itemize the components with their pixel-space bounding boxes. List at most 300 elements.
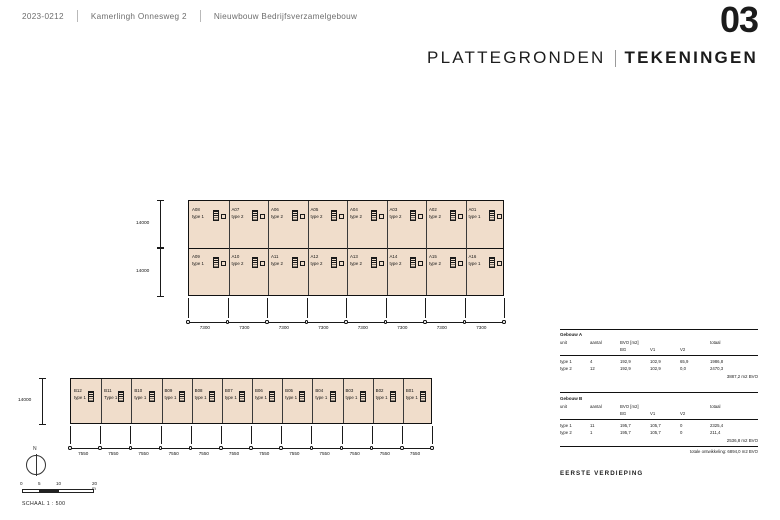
building-b-party-wall — [222, 379, 223, 423]
door-symbol — [260, 261, 265, 266]
table-row — [560, 429, 758, 437]
unit-type: type 2 — [429, 260, 441, 266]
table-row-cell: 105,7 — [650, 422, 661, 428]
table-row-cell: 195,7 — [620, 430, 631, 436]
door-symbol — [458, 261, 463, 266]
stair-symbol — [371, 210, 377, 221]
unit-label — [311, 207, 323, 221]
sheet-header — [0, 0, 780, 84]
building-a-depth-top-line — [160, 200, 161, 247]
building-b-party-wall — [131, 379, 132, 423]
unit-label — [232, 254, 244, 268]
sheet-title-left: PLATTEGRONDEN — [427, 48, 606, 67]
grid-node — [265, 320, 268, 323]
grid-line — [372, 426, 373, 444]
grid-line — [251, 426, 252, 444]
table-row-cell: type 2 — [560, 430, 572, 436]
unit-code: A06 — [271, 207, 279, 212]
building-a-party-wall — [347, 201, 348, 295]
bay-dimension-label: 7550 — [138, 451, 149, 456]
unit-label — [271, 254, 283, 268]
door-symbol — [497, 261, 502, 266]
table-subheader-row-cell — [710, 410, 750, 418]
scale-caption: SCHAAL 1 : 500 — [22, 501, 66, 507]
stair-symbol — [330, 391, 336, 402]
stair-symbol — [179, 391, 185, 402]
unit-label — [406, 388, 418, 402]
table-row-cell: 211,4 — [710, 430, 721, 436]
building-a-depth-bottom-line — [160, 248, 161, 296]
stair-symbol — [331, 257, 337, 268]
table-header-row-cell — [650, 403, 680, 411]
bay-dimension-label: 7550 — [198, 451, 209, 456]
table-rule-top — [560, 392, 758, 393]
grid-node — [423, 320, 426, 323]
unit-type: type 1 — [74, 394, 86, 400]
unit-type: type 2 — [310, 260, 323, 266]
stair-symbol — [213, 257, 219, 268]
building-b-party-wall — [162, 379, 163, 423]
building-a-depth-top-tick — [157, 200, 164, 201]
door-symbol — [379, 214, 384, 219]
door-symbol — [300, 261, 305, 266]
building-a-party-wall — [308, 201, 309, 295]
building-b-party-wall — [312, 379, 313, 423]
grid-node — [249, 446, 252, 449]
table-subtotal: 2536,8 m2 BVO — [726, 437, 758, 443]
scale-tick-label: 20 m — [92, 481, 98, 491]
building-a-party-wall — [268, 201, 269, 295]
door-symbol — [300, 214, 305, 219]
table-row-cell: 192,9 — [620, 366, 631, 372]
table-row-cell: 1986,8 — [710, 358, 724, 364]
stair-symbol — [450, 210, 456, 221]
stair-symbol — [450, 257, 456, 268]
table-spacer — [560, 381, 758, 391]
grid-node — [226, 320, 229, 323]
unit-label — [255, 388, 267, 402]
table-row-cell: 102,9 — [650, 358, 661, 364]
scale-tick-label: 0 — [20, 481, 23, 486]
stair-symbol — [489, 210, 495, 221]
unit-code: B12 — [74, 388, 82, 393]
building-b-party-wall — [101, 379, 102, 423]
unit-code: A01 — [468, 207, 477, 212]
grid-node — [400, 446, 403, 449]
door-symbol — [260, 214, 265, 219]
building-a-depth-top-text: 14000 — [136, 220, 150, 226]
unit-type: type 2 — [231, 213, 244, 219]
table-header-row-cell — [650, 339, 680, 347]
grid-line — [130, 426, 131, 444]
bay-dimension-label: 7550 — [379, 451, 390, 456]
bay-dimension-label: 7300 — [239, 325, 250, 330]
table-subheader-row-cell — [710, 346, 750, 354]
unit-type: type 1 — [224, 394, 237, 400]
unit-code: A14 — [389, 254, 398, 259]
grid-line — [228, 298, 229, 318]
bay-dimension-label: 7550 — [259, 451, 270, 456]
unit-code: B02 — [375, 388, 384, 393]
breadcrumb — [22, 10, 357, 22]
table-subheader-row-cell: V1 — [650, 411, 656, 417]
table-header-row — [560, 403, 758, 411]
unit-label — [134, 388, 146, 402]
table-row-cell: 2470,3 — [710, 366, 724, 372]
table-row-cell: type 2 — [560, 366, 572, 372]
table-row-cell: 192,9 — [620, 358, 631, 364]
grid-node — [384, 320, 387, 323]
grid-node — [98, 446, 101, 449]
grid-node — [219, 446, 222, 449]
scale-bar — [20, 481, 98, 507]
stair-symbol — [292, 257, 298, 268]
unit-code: B08 — [194, 388, 203, 393]
breadcrumb-project-number: 2023-0212 — [22, 11, 64, 21]
stair-symbol — [149, 391, 155, 402]
door-symbol — [221, 261, 226, 266]
grid-node — [279, 446, 282, 449]
unit-label — [390, 254, 402, 268]
building-a-depth-bottom-tick — [157, 296, 164, 297]
stair-symbol — [292, 210, 298, 221]
door-symbol — [458, 214, 463, 219]
table-subheader-row-cell — [590, 410, 620, 418]
sheet-title — [427, 48, 758, 68]
unit-code: B10 — [134, 388, 143, 393]
table-header-row-cell — [680, 339, 710, 347]
grid-line — [70, 426, 71, 444]
grid-line — [465, 298, 466, 318]
unit-label — [192, 207, 204, 221]
table-row-cell: 0,0 — [680, 366, 686, 372]
unit-label — [74, 388, 86, 402]
bay-dimension-label: 7300 — [397, 325, 408, 330]
table-row-cell: 1 — [590, 430, 593, 436]
stair-symbol — [252, 257, 258, 268]
table-subheader-row-cell — [560, 410, 590, 418]
grid-line — [346, 298, 347, 318]
unit-type: type 1 — [192, 260, 204, 266]
table-subheader-row-cell — [590, 346, 620, 354]
stair-symbol — [360, 391, 366, 402]
building-b-depth-tick — [39, 378, 46, 379]
grid-line — [221, 426, 222, 444]
table-header-row-cell: aantal — [590, 403, 602, 409]
unit-type: type 2 — [389, 213, 402, 219]
breadcrumb-divider-1 — [77, 10, 78, 22]
north-arrow-needle — [36, 454, 37, 476]
bay-dimension-label: 7300 — [278, 325, 289, 330]
unit-type: type 1 — [405, 394, 418, 400]
unit-label — [390, 207, 402, 221]
table-rule-top — [560, 329, 758, 330]
stair-symbol — [88, 391, 94, 402]
building-b-depth-line — [42, 378, 43, 424]
building-a-party-wall — [229, 201, 230, 295]
stair-symbol — [118, 391, 124, 402]
unit-code: B09 — [164, 388, 173, 393]
stair-symbol — [239, 391, 245, 402]
floorplan-building-a — [136, 200, 504, 330]
grid-node — [310, 446, 313, 449]
unit-label — [429, 207, 441, 221]
door-symbol — [221, 214, 226, 219]
stair-symbol — [209, 391, 215, 402]
table-header-row-cell — [680, 403, 710, 411]
grid-line — [504, 298, 505, 318]
grid-line — [191, 426, 192, 444]
bay-dimension-label: 7300 — [436, 325, 447, 330]
grid-line — [386, 298, 387, 318]
unit-type: type 2 — [429, 213, 441, 219]
bay-dimension-label: 7550 — [78, 451, 89, 456]
unit-type: type 1 — [194, 394, 207, 400]
building-b-depth-label: 14000 — [18, 398, 32, 403]
bay-dimension-label: 7550 — [349, 451, 360, 456]
unit-type: type 2 — [310, 213, 323, 219]
grid-line — [307, 298, 308, 318]
unit-code: A03 — [389, 207, 398, 212]
building-b-party-wall — [282, 379, 283, 423]
unit-label — [232, 207, 244, 221]
stair-symbol — [410, 210, 416, 221]
unit-type: type 2 — [271, 213, 283, 219]
unit-label — [346, 388, 358, 402]
grid-node — [186, 320, 189, 323]
table-subheader-row — [560, 410, 758, 418]
door-symbol — [379, 261, 384, 266]
table-row-cell: 105,7 — [650, 430, 661, 436]
unit-type: type 1 — [285, 394, 298, 400]
table-rule-mid — [560, 355, 758, 356]
table-group-title: Gebouw B — [560, 395, 583, 401]
stair-symbol — [252, 210, 258, 221]
unit-code: A07 — [231, 207, 240, 212]
building-a-outline — [188, 200, 504, 296]
building-a-party-wall — [466, 201, 467, 295]
unit-type: type 1 — [468, 213, 481, 219]
grid-line — [100, 426, 101, 444]
unit-type: type 2 — [389, 260, 402, 266]
table-row — [560, 358, 758, 366]
grid-node — [340, 446, 343, 449]
sheet-number: 03 — [719, 0, 758, 40]
unit-code: B07 — [224, 388, 233, 393]
stair-symbol — [420, 391, 426, 402]
grid-line — [432, 426, 433, 444]
unit-type: type 1 — [134, 394, 147, 400]
unit-label — [271, 207, 283, 221]
grid-node — [430, 446, 433, 449]
bay-dimension-label: 7550 — [108, 451, 119, 456]
table-subheader-row-cell: V2 — [680, 347, 686, 353]
building-a-depth-bottom-text: 14000 — [136, 269, 150, 274]
scale-tick-label: 10 — [56, 481, 62, 486]
table-group-title: Gebouw A — [560, 332, 583, 337]
unit-code: A11 — [271, 254, 279, 259]
unit-type: type 1 — [255, 394, 267, 400]
unit-type: type 1 — [468, 260, 481, 266]
table-subheader-row-cell: V1 — [650, 347, 656, 353]
building-b-party-wall — [192, 379, 193, 423]
table-row-cell: 12 — [590, 366, 595, 372]
table-subheader-row-cell — [560, 346, 590, 354]
stair-symbol — [489, 257, 495, 268]
unit-type: type 2 — [350, 213, 362, 219]
table-subheader-row — [560, 346, 758, 354]
stair-symbol — [371, 257, 377, 268]
scale-bar-segment — [40, 489, 58, 493]
unit-code: A02 — [429, 207, 437, 212]
table-rule-mid — [560, 419, 758, 420]
unit-label — [285, 388, 297, 402]
unit-code: A09 — [192, 254, 200, 259]
stair-symbol — [390, 391, 396, 402]
breadcrumb-divider-2 — [200, 10, 201, 22]
grid-line — [267, 298, 268, 318]
table-header-row-cell: aantal — [590, 339, 602, 345]
unit-label — [350, 254, 362, 268]
unit-type: type 1 — [164, 394, 177, 400]
unit-code: A16 — [468, 254, 477, 259]
north-arrow-icon — [26, 446, 52, 481]
breadcrumb-description: Nieuwbouw Bedrijfsverzamelgebouw — [213, 11, 358, 21]
table-row — [560, 422, 758, 430]
grid-node — [344, 320, 347, 323]
table-subheader-row-cell: V2 — [680, 411, 686, 417]
unit-label — [469, 254, 481, 268]
table-row-cell: 195,7 — [620, 422, 631, 428]
door-symbol — [418, 214, 423, 219]
building-b-party-wall — [373, 379, 374, 423]
unit-type: type 1 — [345, 394, 358, 400]
scale-bar-graphic — [20, 481, 98, 496]
sheet-title-divider — [615, 50, 616, 67]
table-row-cell: type 1 — [560, 422, 572, 428]
table-row-cell: 2325,4 — [710, 422, 724, 428]
unit-type: type 2 — [350, 260, 362, 266]
bay-dimension-label: 7550 — [228, 451, 240, 456]
table-header-row-cell: BVO [m2] — [620, 403, 639, 409]
table-rule-bottom — [560, 446, 758, 447]
floorplan-building-b — [18, 378, 432, 456]
unit-code: B04 — [315, 388, 324, 393]
table-header-row-cell: unit — [560, 339, 567, 345]
building-b-party-wall — [343, 379, 344, 423]
unit-label — [315, 388, 327, 402]
table-row-cell: 0 — [680, 422, 683, 428]
building-a-party-wall — [426, 201, 427, 295]
building-a-depth-bottom-tick — [157, 248, 164, 249]
unit-label — [429, 254, 441, 268]
stair-symbol — [213, 210, 219, 221]
bay-dimension-label: 7550 — [289, 451, 300, 456]
unit-code: B05 — [285, 388, 293, 393]
unit-code: A08 — [192, 207, 200, 212]
unit-label — [469, 207, 481, 221]
unit-type: type 1 — [192, 213, 204, 219]
bay-dimension-label: 7550 — [409, 451, 421, 456]
table-row-cell: type 1 — [560, 358, 572, 364]
grid-node — [370, 446, 373, 449]
grid-node — [463, 320, 466, 323]
scale-bar-segment — [58, 489, 94, 493]
unit-code: B06 — [255, 388, 263, 393]
unit-code: A05 — [310, 207, 319, 212]
building-b-party-wall — [403, 379, 404, 423]
unit-code: A15 — [429, 254, 437, 259]
table-row — [560, 365, 758, 373]
table-row-cell: 0 — [680, 430, 683, 436]
unit-label — [225, 388, 237, 402]
table-subheader-row-cell: BG — [620, 411, 627, 417]
unit-type: type 2 — [231, 260, 244, 266]
grid-node — [129, 446, 132, 449]
building-b-outline — [70, 378, 432, 424]
grid-line — [161, 426, 162, 444]
unit-code: A04 — [350, 207, 358, 212]
unit-code: A12 — [310, 254, 319, 259]
grid-line — [342, 426, 343, 444]
door-symbol — [339, 214, 344, 219]
grid-node — [189, 446, 192, 449]
unit-code: B01 — [405, 388, 414, 393]
grid-node — [502, 320, 505, 323]
table-grand-total: totale ontwikkeling: 6894,0 m2 BVO — [689, 449, 758, 455]
unit-code: A10 — [231, 254, 240, 259]
grid-node — [305, 320, 308, 323]
grid-line — [402, 426, 403, 444]
table-subtotal: 3887,2 m2 BVO — [726, 373, 758, 379]
unit-code: A13 — [350, 254, 358, 259]
stair-symbol — [331, 210, 337, 221]
stair-symbol — [299, 391, 305, 402]
table-header-row-cell: BVO [m2] — [620, 339, 639, 345]
grid-line — [311, 426, 312, 444]
bay-dimension-label: 7550 — [319, 451, 330, 456]
table-header-row — [560, 339, 758, 347]
bay-dimension-label: 7300 — [476, 325, 487, 330]
grid-node — [68, 446, 71, 449]
table-row-cell: 4 — [590, 358, 593, 364]
table-header-row-cell: totaal — [710, 339, 721, 345]
stair-symbol — [410, 257, 416, 268]
unit-type: type 1 — [315, 394, 328, 400]
building-a-party-wall — [387, 201, 388, 295]
bay-dimension-label: 7300 — [357, 325, 368, 330]
unit-label — [165, 388, 177, 402]
unit-code: B11 — [104, 388, 112, 393]
scale-tick-label: 5 — [38, 481, 41, 486]
door-symbol — [418, 261, 423, 266]
area-schedule-table — [560, 327, 758, 456]
stair-symbol — [269, 391, 275, 402]
unit-code: B03 — [345, 388, 354, 393]
bay-dimension-label: 7300 — [318, 325, 329, 330]
unit-label — [195, 388, 207, 402]
unit-type: type 2 — [271, 260, 283, 266]
building-a-corridor-line — [189, 248, 503, 249]
sheet-title-right: TEKENINGEN — [624, 48, 758, 67]
building-b-depth-tick — [39, 424, 46, 425]
grid-node — [159, 446, 162, 449]
bay-dimension-label: 7550 — [168, 451, 179, 456]
grid-line — [188, 298, 189, 318]
table-header-row-cell: totaal — [710, 403, 721, 409]
drawing-caption: EERSTE VERDIEPING — [560, 470, 644, 477]
unit-label — [376, 388, 388, 402]
